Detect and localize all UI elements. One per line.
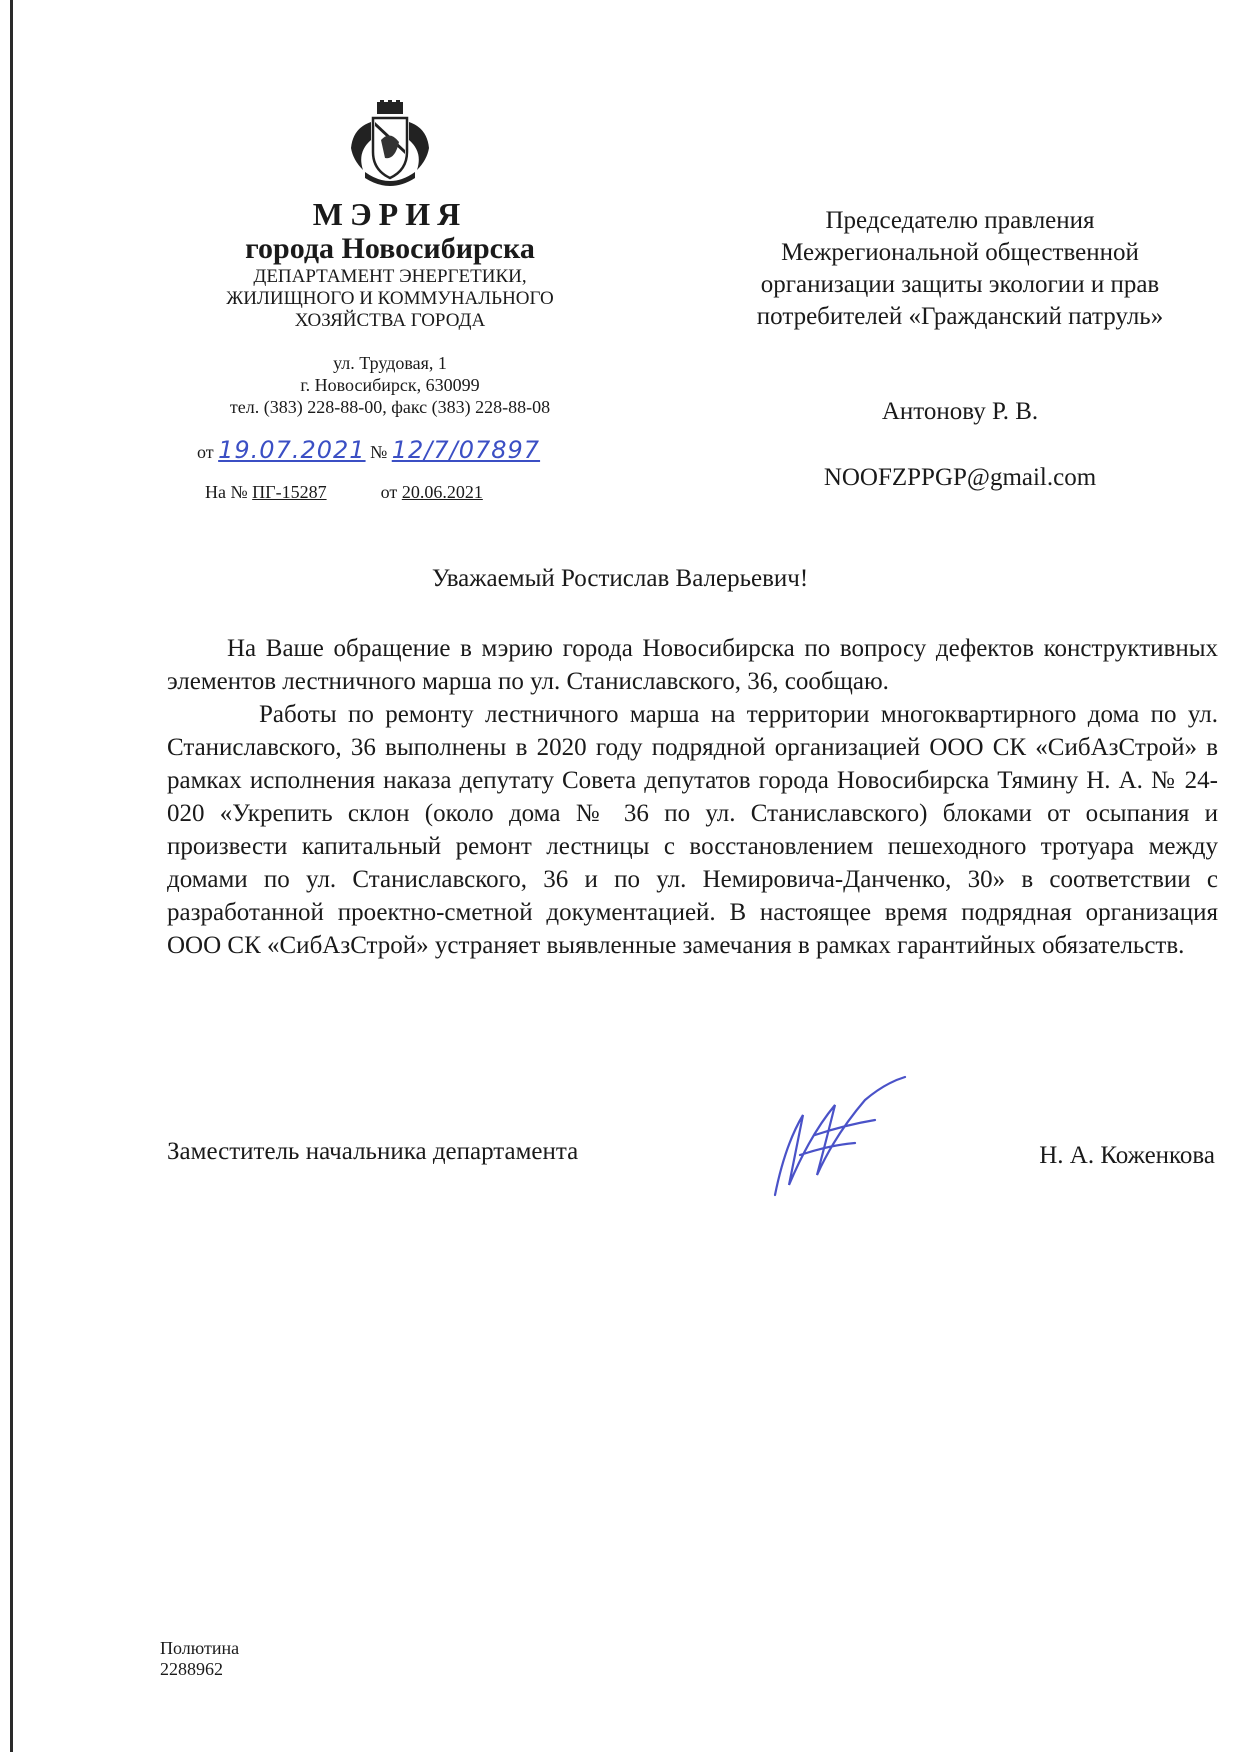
body-paragraph: На Ваше обращение в мэрию города Новосибирска по вопросу дефектов конструктивных элементов лестничного марша по ул. Станиславского, 36, сообщаю.: [167, 635, 1218, 695]
letter-body: [167, 632, 1218, 962]
reply-to-label: На №: [205, 482, 248, 502]
addressee-line: организации защиты экологии и прав: [760, 271, 1160, 298]
executor-name: Полютина: [160, 1638, 240, 1658]
addressee-line: Межрегиональной общественной: [781, 239, 1139, 266]
executor-footer: [160, 1638, 239, 1680]
addressee-line: потребителей «Гражданский патруль»: [756, 303, 1164, 330]
letterhead: [185, 100, 595, 418]
body-paragraph: Работы по ремонту лестничного марша на территории многоквартирного дома по ул. Станиславского, 36 выполнены в 2020 году подрядной организацией ООО СК «СибАзСтрой» в рамках исполнения наказа депутату Совета депутатов города Новосибирска Тямину Н. А. № 24-020 «Укрепить склон (около дома № 36 по ул. Станиславского) блоками от осыпания и произвести капитальный ремонт лестницы с восстановлением пешеходного тротуара между домами по ул. Станиславского, 36 и по ул. Немировича-Данченко, 30» в соответствии с разработанной проектно-сметной документацией. В настоящее время подрядная организация ООО СК «СибАзСтрой» устраняет выявленные замечания в рамках гарантийных обязательств.: [167, 701, 1218, 959]
recipient-name: Антонову Р. В.: [881, 398, 1039, 425]
handwritten-signature-icon: [755, 1075, 935, 1215]
department-line: ДЕПАРТАМЕНТ ЭНЕРГЕТИКИ,: [253, 266, 527, 287]
outgoing-number: 12/7/07897: [391, 436, 541, 464]
executor-phone: 2288962: [160, 1659, 223, 1679]
outgoing-reference: [197, 436, 540, 464]
outgoing-date: 19.07.2021: [218, 436, 366, 464]
from-label: от: [197, 442, 214, 462]
signatory-title: Заместитель начальника департамента: [167, 1138, 579, 1165]
address-line: г. Новосибирск, 630099: [300, 375, 480, 395]
scan-edge: [10, 0, 13, 1752]
recipient-email: NOOFZPPGP@gmail.com: [823, 464, 1097, 491]
department-line: ХОЗЯЙСТВА ГОРОДА: [294, 310, 486, 331]
reply-to-date-label: от: [380, 482, 398, 502]
number-label: №: [370, 442, 388, 462]
reply-to-date: 20.06.2021: [401, 482, 483, 502]
signatory-name: Н. А. Коженкова: [1039, 1142, 1215, 1169]
addressee-line: Председателю правления: [825, 207, 1095, 234]
salutation: Уважаемый Ростислав Валерьевич!: [431, 565, 809, 592]
reply-to-number: ПГ-15287: [252, 482, 327, 502]
reply-reference: [205, 482, 483, 503]
org-title: МЭРИЯ: [312, 196, 468, 232]
address-line: тел. (383) 228-88-00, факс (383) 228-88-08: [229, 397, 551, 417]
addressee-block: [700, 205, 1220, 333]
org-city: города Новосибирска: [245, 232, 535, 265]
novosibirsk-coat-of-arms-icon: [345, 100, 435, 192]
department-line: ЖИЛИЩНОГО И КОММУНАЛЬНОГО: [226, 288, 554, 309]
address-line: ул. Трудовая, 1: [333, 353, 447, 373]
